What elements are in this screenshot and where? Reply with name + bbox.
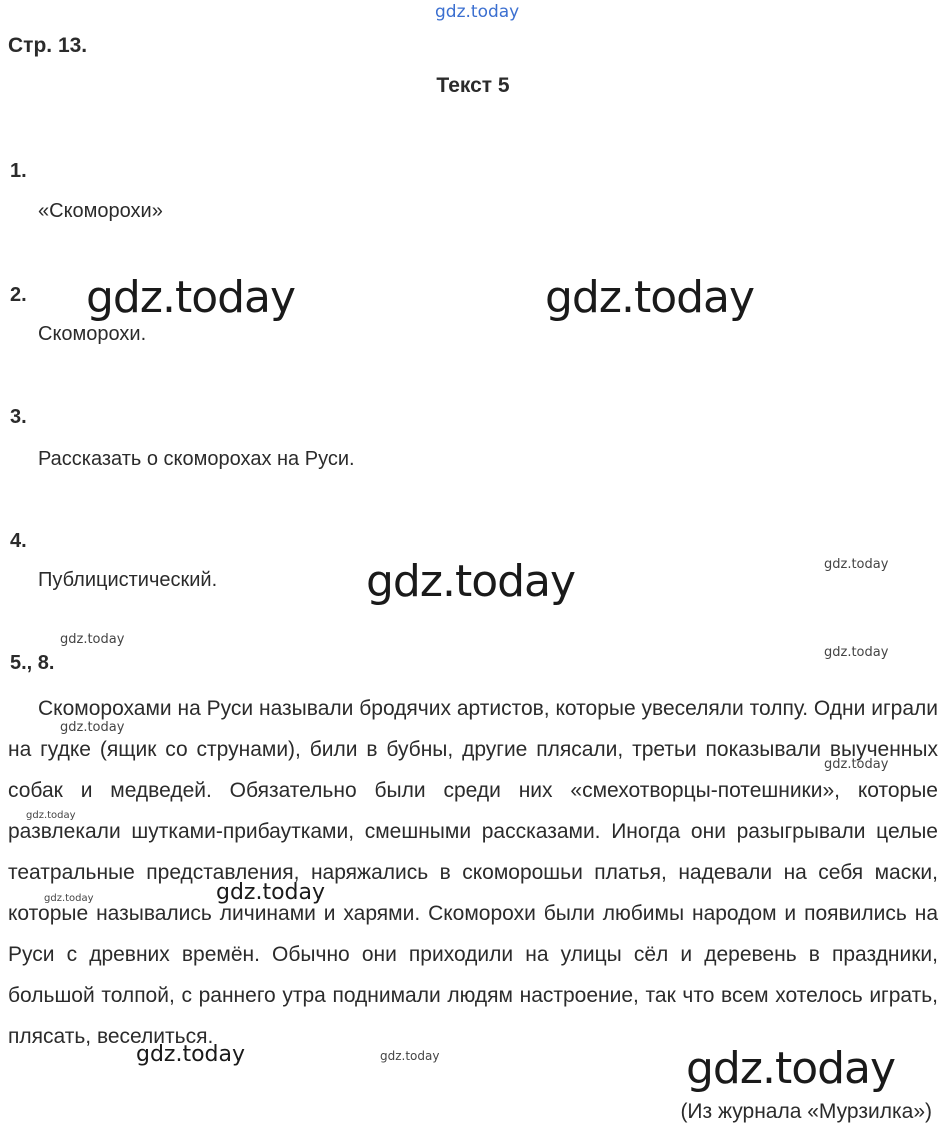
watermark-small: gdz.today [824,757,889,772]
watermark-big: gdz.today [686,1043,896,1094]
watermark-big: gdz.today [545,272,755,323]
answer-2: Скоморохи. [38,323,147,345]
watermark-big: gdz.today [366,556,576,607]
question-number-5-8: 5., 8. [10,652,55,674]
watermark-medium: gdz.today [136,1042,246,1067]
watermark-top: gdz.today [435,2,520,22]
watermark-small: gdz.today [60,720,125,735]
question-number-4: 4. [10,530,27,552]
watermark-small: gdz.today [60,632,125,647]
watermark-small: gdz.today [44,893,94,904]
question-number-3: 3. [10,406,27,428]
watermark-small: gdz.today [824,557,889,572]
watermark-small: gdz.today [824,645,889,660]
text-title: Текст 5 [436,74,510,97]
question-number-1: 1. [10,160,27,182]
question-number-2: 2. [10,284,27,306]
watermark-small: gdz.today [26,810,76,821]
page-number: Стр. 13. [8,34,88,57]
answer-1: «Скоморохи» [38,200,163,222]
source-citation: (Из журнала «Мурзилка») [680,1100,932,1123]
watermark-small: gdz.today [380,1049,440,1063]
watermark-big: gdz.today [86,272,296,323]
answer-3: Рассказать о скоморохах на Руси. [38,448,355,470]
text-paragraph: Скоморохами на Руси называли бродячих артистов, которые увеселяли толпу. Одни играли на гудке (ящик со струнами), били в бубны, другие плясали, третьи показывали выученных собак и медведей. Обязательно были среди них «смехотворцы-потешники», которые развлекали шутками-прибаутками, смешными рассказами. Иногда они разыгрывали целые театральные представления, наряжались в скоморошьи платья, надевали на себя маски, которые назывались личинами и харями. Скоморохи были любимы народом и появились на Руси с древних времён. Обычно они приходили на улицы сёл и деревень в праздники, большой толпой, с раннего утра поднимали людям настроение, так что всем хотелось играть, плясать, веселиться. [8,697,938,1048]
watermark-medium: gdz.today [216,880,326,905]
answer-4: Публицистический. [38,569,218,591]
